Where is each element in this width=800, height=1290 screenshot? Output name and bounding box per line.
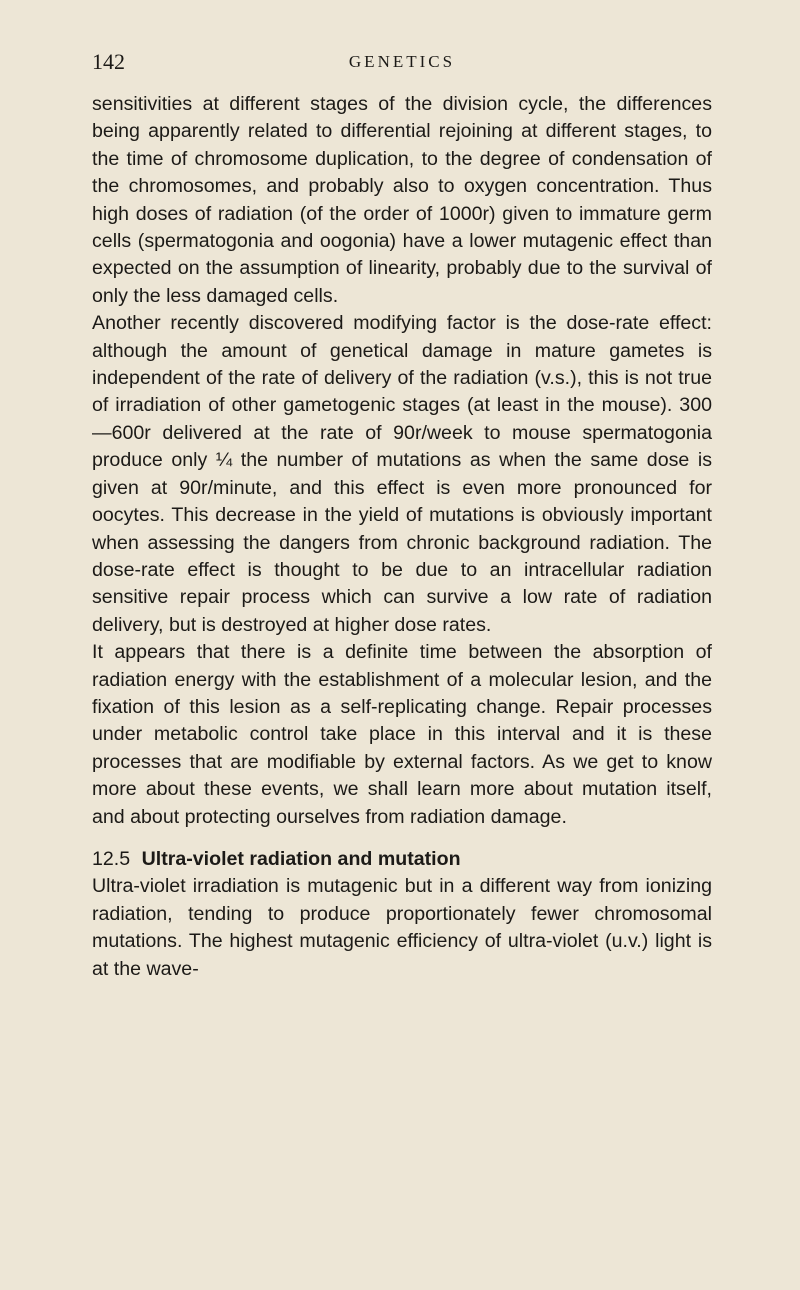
paragraph-1: sensitivities at different stages of the division cycle, the differences being apparently related to differential rejoining at different stages, to the time of chromosome duplication, to the degree of condensation of the chromosomes, and probably also to oxygen concentration. Thus high doses of radiation (of the order of 1000r) given to immature germ cells (spermatogonia and oogonia) have a lower mutagenic effect than expected on the assumption of linearity, probably due to the survival of only the less damaged cells. xyxy=(92,93,712,307)
paragraph-3: It appears that there is a definite time between the absorption of radiation energy with the establishment of a molecular lesion, and the fixation of this lesion as a self-replicating change. Repair processes under metabolic control take place in this interval and it is these processes that are modifiable by external factors. As we get to know more about these events, we shall learn more about mutation itself, and about protecting ourselves from radiation damage. xyxy=(92,641,712,828)
section-heading xyxy=(92,846,712,873)
section-number: 12.5 xyxy=(92,847,131,870)
running-title: GENETICS xyxy=(348,52,456,71)
body-text xyxy=(92,91,712,983)
section-paragraph: Ultra-violet irradiation is mutagenic but in a different way from ionizing radiation, tending to produce proportionately fewer chromosomal mutations. The highest mutagenic efficiency of ultra-violet (u.v.) light is at the wave- xyxy=(92,875,712,980)
running-head xyxy=(92,48,712,78)
paragraph-2: Another recently discovered modifying factor is the dose-rate effect: although the amount of genetical damage in mature gametes is independent of the rate of delivery of the radiation (v.s.), this is not true of irradiation of other gametogenic stages (at least in the mouse). 300—600r delivered at the rate of 90r/week to mouse spermatogonia produce only ¼ the number of mutations as when the same dose is given at 90r/minute, and this effect is even more pronounced for oocytes. This decrease in the yield of mutations is obviously important when assessing the dangers from chronic background radiation. The dose-rate effect is thought to be due to an intracellular radiation sensitive repair process which can survive a low rate of radiation delivery, but is destroyed at higher dose rates. xyxy=(92,312,712,636)
section-title: Ultra-violet radiation and mutation xyxy=(141,847,461,870)
page-number: 142 xyxy=(92,49,125,74)
